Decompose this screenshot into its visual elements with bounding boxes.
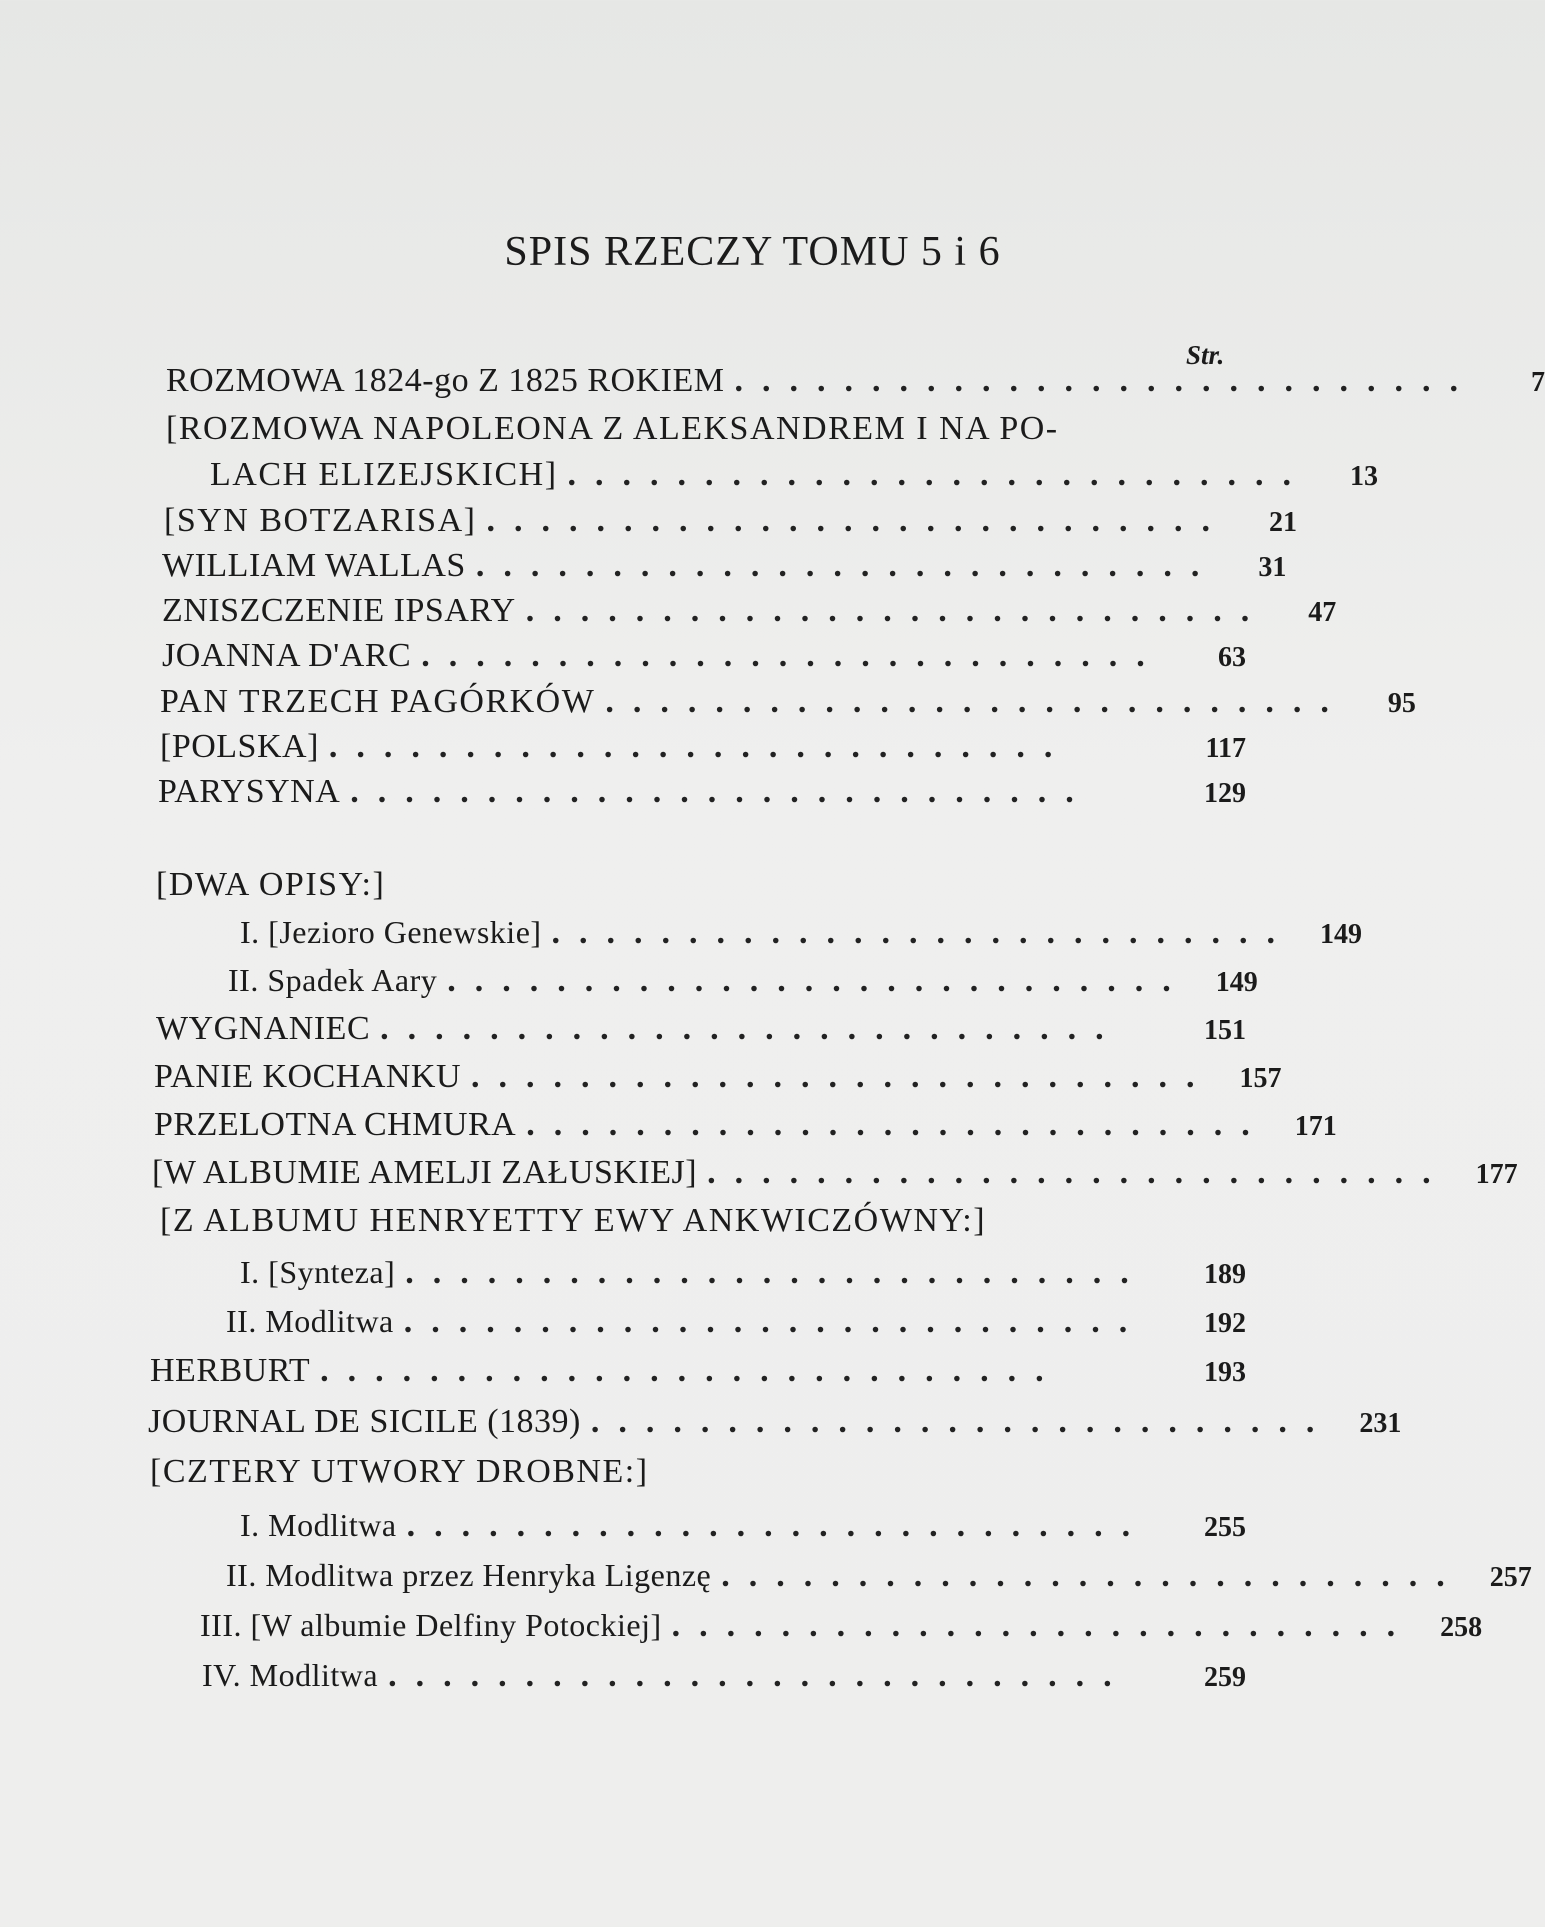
toc-entry-title: JOANNA D'ARC	[162, 637, 412, 674]
toc-entry	[162, 592, 1337, 636]
toc-entry-title: [CZTERY UTWORY DROBNE:]	[150, 1453, 649, 1490]
toc-entry	[210, 456, 1379, 500]
toc-entry	[152, 1154, 1518, 1198]
toc-entry	[226, 1557, 1532, 1601]
toc-entry-title: WILLIAM WALLAS	[162, 547, 466, 584]
toc-entry	[226, 1303, 1246, 1347]
toc-entry-title: LACH ELIZEJSKICH]	[210, 456, 558, 493]
dot-leader: ...........................	[320, 1352, 1063, 1389]
toc-entry	[162, 547, 1287, 591]
toc-entry-title: [SYN BOTZARISA]	[164, 502, 477, 539]
toc-entry	[154, 1106, 1337, 1150]
toc-entry	[202, 1657, 1246, 1701]
dot-leader: ...........................	[447, 962, 1190, 999]
toc-entry-title: PRZELOTNA CHMURA	[154, 1106, 517, 1143]
toc-entry-title: PAN TRZECH PAGÓRKÓW	[160, 683, 596, 720]
toc-entry	[166, 362, 1545, 406]
toc-entry	[160, 683, 1416, 727]
dot-leader: ...........................	[471, 1058, 1214, 1095]
toc-entry	[240, 914, 1363, 958]
toc-entry	[162, 637, 1246, 681]
toc-entry-page: 63	[1218, 642, 1246, 673]
dot-leader: ...........................	[551, 914, 1295, 951]
dot-leader: ...........................	[721, 1557, 1464, 1594]
dot-leader: ...........................	[388, 1657, 1131, 1694]
dot-leader: ...........................	[350, 773, 1093, 810]
toc-entry	[160, 728, 1246, 772]
toc-entry-page: 192	[1204, 1308, 1246, 1339]
dot-leader: ...........................	[486, 502, 1229, 539]
dot-leader: ...........................	[328, 728, 1072, 765]
toc-entry	[156, 1010, 1246, 1054]
toc-entry-page: 95	[1387, 688, 1416, 719]
toc-entry-title: ROZMOWA 1824-go Z 1825 ROKIEM	[166, 362, 725, 399]
dot-leader: ...........................	[475, 547, 1219, 584]
toc-entry-title: [POLSKA]	[160, 728, 319, 765]
toc-entry-title: WYGNANIEC	[156, 1010, 371, 1047]
toc-entry-title: I. Modlitwa	[240, 1507, 397, 1543]
toc-entry-page: 258	[1440, 1612, 1483, 1643]
toc-entry-title: PARYSYNA	[158, 773, 341, 810]
dot-leader: ...........................	[707, 1154, 1450, 1191]
toc-entry-page: 7	[1530, 367, 1545, 398]
toc-entry-page: 193	[1204, 1357, 1246, 1388]
toc-entry-title: II. Modlitwa	[226, 1303, 394, 1339]
toc-entry-page: 151	[1204, 1015, 1246, 1046]
toc-entry	[240, 1254, 1246, 1298]
page-title: SPIS RZECZY TOMU 5 i 6	[504, 229, 1001, 275]
toc-entry-page: 189	[1204, 1259, 1246, 1290]
toc-entry-title: JOURNAL DE SICILE (1839)	[148, 1403, 581, 1440]
toc-entry-page: 259	[1204, 1662, 1246, 1693]
toc-entry-page: 13	[1350, 461, 1379, 492]
toc-entry-page: 157	[1239, 1063, 1282, 1094]
dot-leader: ...........................	[525, 592, 1269, 629]
toc-entry-title: [ROZMOWA NAPOLEONA Z ALEKSANDREM I NA PO-	[166, 410, 1059, 447]
toc-entry-title: IV. Modlitwa	[202, 1657, 379, 1693]
toc-entry	[150, 1352, 1246, 1396]
toc-entry-title: III. [W albumie Delfiny Potockiej]	[200, 1607, 662, 1643]
toc-entry-title: II. Spadek Aary	[228, 962, 438, 998]
toc-entry-page: 47	[1308, 597, 1337, 628]
toc-entry-page: 21	[1268, 507, 1297, 538]
toc-entry-title: HERBURT	[150, 1352, 311, 1389]
page-column-label: Str.	[1186, 340, 1225, 370]
toc-entry	[200, 1607, 1483, 1651]
toc-entry	[164, 502, 1297, 546]
toc-entry-page: 149	[1215, 967, 1258, 998]
toc-entry	[154, 1058, 1282, 1102]
dot-leader: ...........................	[421, 637, 1164, 674]
toc-entry-page: 117	[1205, 733, 1246, 764]
dot-leader: ...........................	[590, 1403, 1334, 1440]
toc-entry	[240, 1507, 1246, 1551]
dot-leader: ...........................	[405, 1254, 1148, 1291]
toc-entry-title: [DWA OPISY:]	[156, 866, 386, 903]
toc-entry	[228, 962, 1258, 1006]
dot-leader: ...........................	[380, 1010, 1123, 1047]
toc-entry-title: I. [Jezioro Genewskie]	[240, 914, 542, 950]
toc-entry-page: 255	[1204, 1512, 1246, 1543]
toc-entry-title: [Z ALBUMU HENRYETTY EWY ANKWICZÓWNY:]	[160, 1202, 987, 1239]
toc-entry-page: 231	[1359, 1408, 1402, 1439]
dot-leader: ...........................	[671, 1607, 1415, 1644]
toc-section-heading	[150, 1453, 1246, 1497]
toc-entry-page: 31	[1258, 552, 1287, 583]
dot-leader: ...........................	[734, 362, 1477, 399]
toc-entry-title: II. Modlitwa przez Henryka Ligenzę	[226, 1557, 712, 1593]
toc-entry-page: 171	[1294, 1111, 1337, 1142]
dot-leader: ...........................	[605, 683, 1348, 720]
toc-entry-title: [W ALBUMIE AMELJI ZAŁUSKIEJ]	[152, 1154, 698, 1191]
toc-entry-page: 257	[1489, 1562, 1532, 1593]
dot-leader: ...........................	[406, 1507, 1150, 1544]
toc-entry	[158, 773, 1246, 817]
toc-entry	[166, 410, 1246, 454]
toc-entry-page: 177	[1475, 1159, 1518, 1190]
toc-entry-title: I. [Synteza]	[240, 1254, 396, 1290]
toc-entry-page: 149	[1320, 919, 1363, 950]
toc-section-heading	[156, 866, 1246, 910]
dot-leader: ...........................	[567, 456, 1311, 493]
dot-leader: ...........................	[403, 1303, 1147, 1340]
toc-entry-title: PANIE KOCHANKU	[154, 1058, 462, 1095]
dot-leader: ...........................	[526, 1106, 1269, 1143]
toc-entry	[148, 1403, 1402, 1447]
toc-section-heading	[160, 1202, 1246, 1246]
toc-entry-page: 129	[1204, 778, 1246, 809]
toc-entry-title: ZNISZCZENIE IPSARY	[162, 592, 516, 629]
